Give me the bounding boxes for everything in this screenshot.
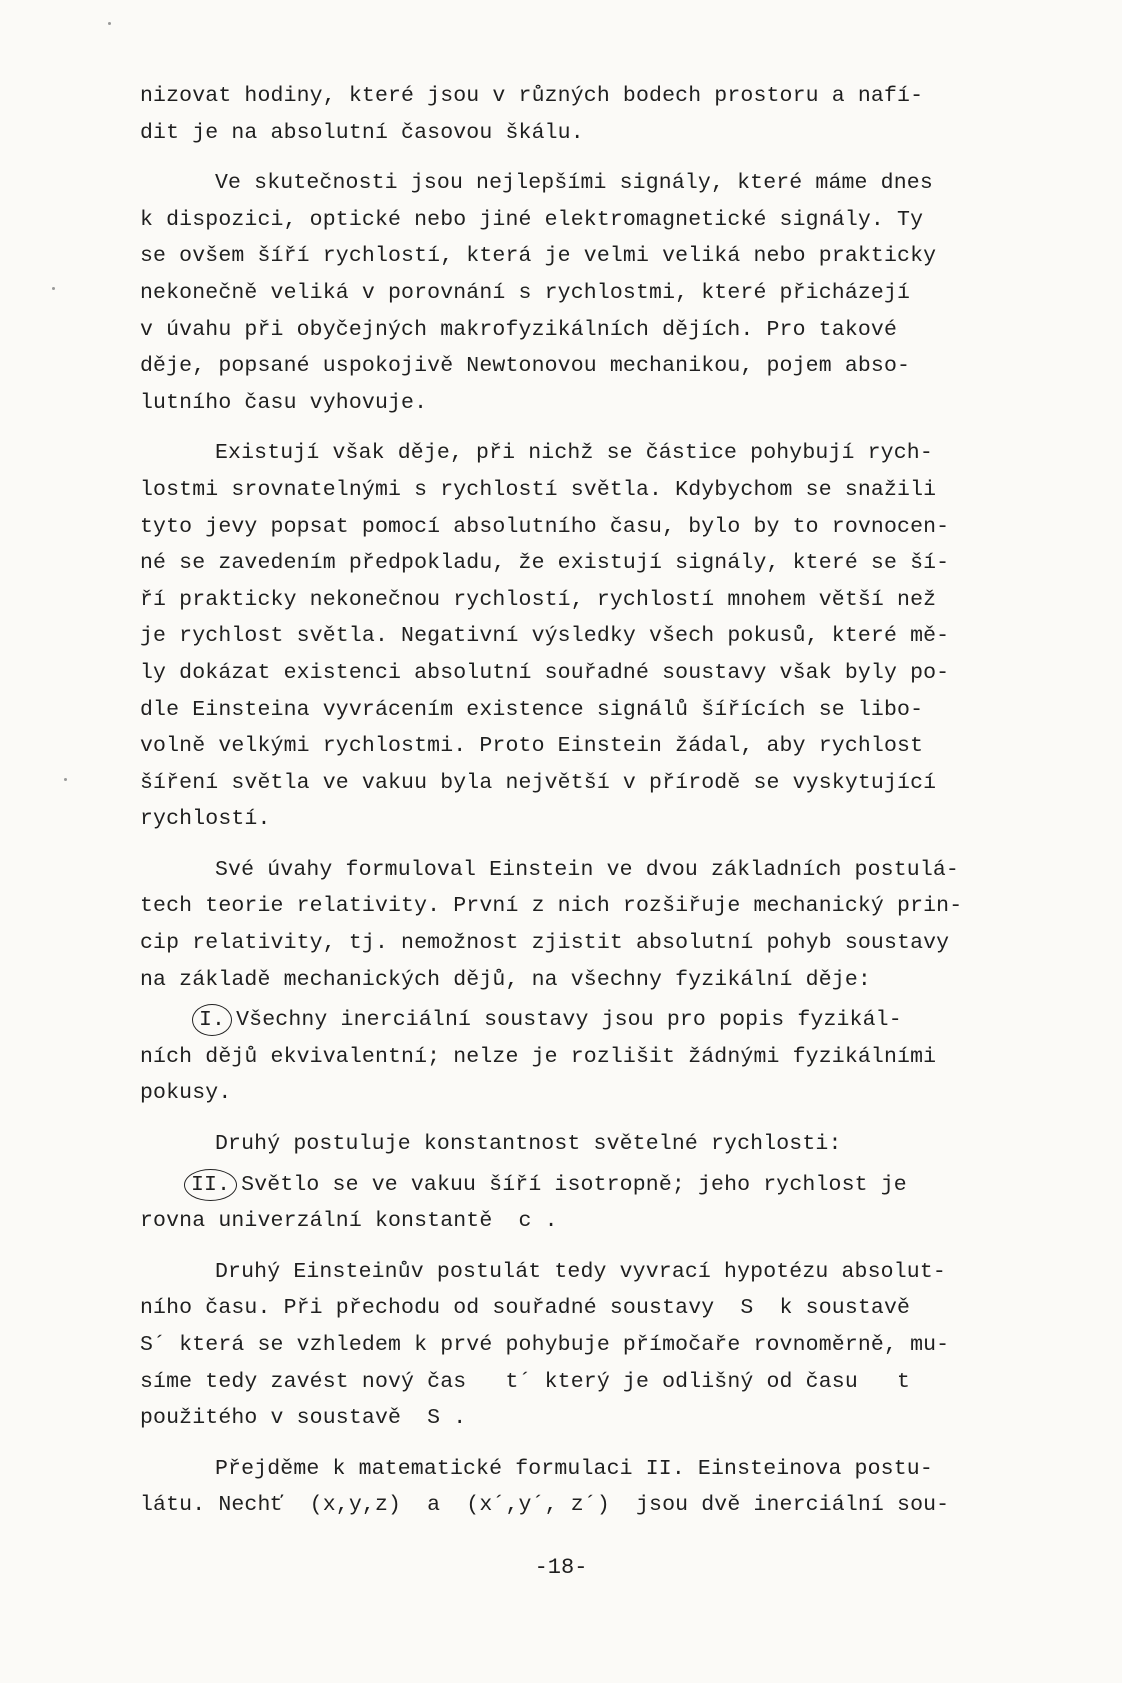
text-line — [140, 1002, 1080, 1039]
text-line: Ve skutečnosti jsou nejlepšími signály, které máme dnes — [215, 171, 933, 196]
text-line: děje, popsané uspokojivě Newtonovou mechanikou, pojem abso- — [140, 354, 911, 379]
paragraph-1 — [140, 78, 1080, 151]
text-line: je rychlost světla. Negativní výsledky všech pokusů, které mě- — [140, 624, 950, 649]
scan-speck — [64, 778, 67, 781]
paragraph-2 — [140, 165, 1080, 421]
text-line: cip relativity, tj. nemožnost zjistit absolutní pohyb soustavy — [140, 931, 950, 956]
text-line: nizovat hodiny, které jsou v různých bodech prostoru a nafí- — [140, 84, 924, 108]
text-line: nekonečně veliká v porovnání s rychlostmi, které přicházejí — [140, 280, 911, 305]
text-line: tyto jevy popsat pomocí absolutního času, bylo by to rovnocen- — [140, 514, 950, 539]
text-line: ního času. Při přechodu od souřadné soustavy S k soustavě — [140, 1296, 911, 1321]
text-line: volně velkými rychlostmi. Proto Einstein žádal, aby rychlost — [140, 734, 924, 759]
paragraph-6 — [140, 1254, 1080, 1437]
text-line: v úvahu při obyčejných makrofyzikálních dějích. Pro takové — [140, 317, 898, 342]
postulate-2-text: Světlo se ve vakuu šíří isotropně; jeho rychlost je — [241, 1172, 907, 1197]
text-line: Své úvahy formuloval Einstein ve dvou základních postulá- — [215, 857, 959, 882]
text-line — [140, 1167, 1080, 1204]
postulate-1 — [140, 1002, 1080, 1112]
postulate-1-marker: I. — [192, 1004, 232, 1036]
text-line: S´ která se vzhledem k prvé pohybuje přímočaře rovnoměrně, mu- — [140, 1333, 950, 1357]
postulate-1-text: Všechny inerciální soustavy jsou pro popis fyzikál- — [236, 1008, 902, 1033]
paragraph-3 — [140, 435, 1080, 838]
text-line: se ovšem šíří rychlostí, která je velmi veliká nebo prakticky — [140, 244, 937, 269]
paragraph-7 — [140, 1451, 1080, 1524]
text-line: lutního času vyhovuje. — [140, 390, 428, 415]
text-line: dit je na absolutní časovou škálu. — [140, 120, 584, 145]
scan-speck — [52, 287, 55, 290]
text-line: látu. Nechť (x,y,z) a (x´,y´, z´) jsou dvě inerciální sou- — [140, 1493, 950, 1518]
paragraph-4 — [140, 852, 1080, 998]
paragraph-5 — [140, 1126, 1080, 1163]
text-line: ních dějů ekvivalentní; nelze je rozlišit žádnými fyzikálními — [140, 1044, 937, 1069]
text-line: ly dokázat existenci absolutní souřadné soustavy však byly po- — [140, 660, 950, 685]
text-line: rychlostí. — [140, 807, 271, 832]
text-line: na základě mechanických dějů, na všechny fyzikální děje: — [140, 967, 871, 992]
text-line: rovna univerzální konstantě c . — [140, 1209, 558, 1234]
text-line: šíření světla ve vakuu byla největší v přírodě se vyskytující — [140, 770, 937, 795]
text-line: Druhý postuluje konstantnost světelné rychlosti: — [215, 1132, 842, 1157]
page-number: -18- — [534, 1555, 588, 1580]
text-line: ří prakticky nekonečnou rychlostí, rychlostí mnohem větší než — [140, 587, 937, 612]
text-line: Přejděme k matematické formulaci II. Einsteinova postu- — [215, 1456, 933, 1481]
postulate-2 — [140, 1167, 1080, 1240]
scan-speck — [108, 22, 111, 25]
text-line: pokusy. — [140, 1081, 232, 1106]
text-line: k dispozici, optické nebo jiné elektromagnetické signály. Ty — [140, 207, 924, 232]
text-line: síme tedy zavést nový čas t´ který je odlišný od času t — [140, 1369, 911, 1394]
text-line: Existují však děje, při nichž se částice pohybují rych- — [215, 441, 933, 466]
text-line: tech teorie relativity. První z nich rozšiřuje mechanický prin- — [140, 894, 963, 919]
body-text — [140, 78, 1080, 1524]
text-line: dle Einsteina vyvrácením existence signálů šířících se libo- — [140, 697, 924, 722]
postulate-2-marker: II. — [184, 1169, 237, 1201]
text-line: né se zavedením předpokladu, že existují signály, které se ší- — [140, 551, 950, 576]
text-line: Druhý Einsteinův postulát tedy vyvrací hypotézu absolut- — [215, 1259, 946, 1284]
text-line: lostmi srovnatelnými s rychlostí světla. Kdybychom se snažili — [140, 477, 937, 502]
text-line: použitého v soustavě S . — [140, 1406, 467, 1431]
